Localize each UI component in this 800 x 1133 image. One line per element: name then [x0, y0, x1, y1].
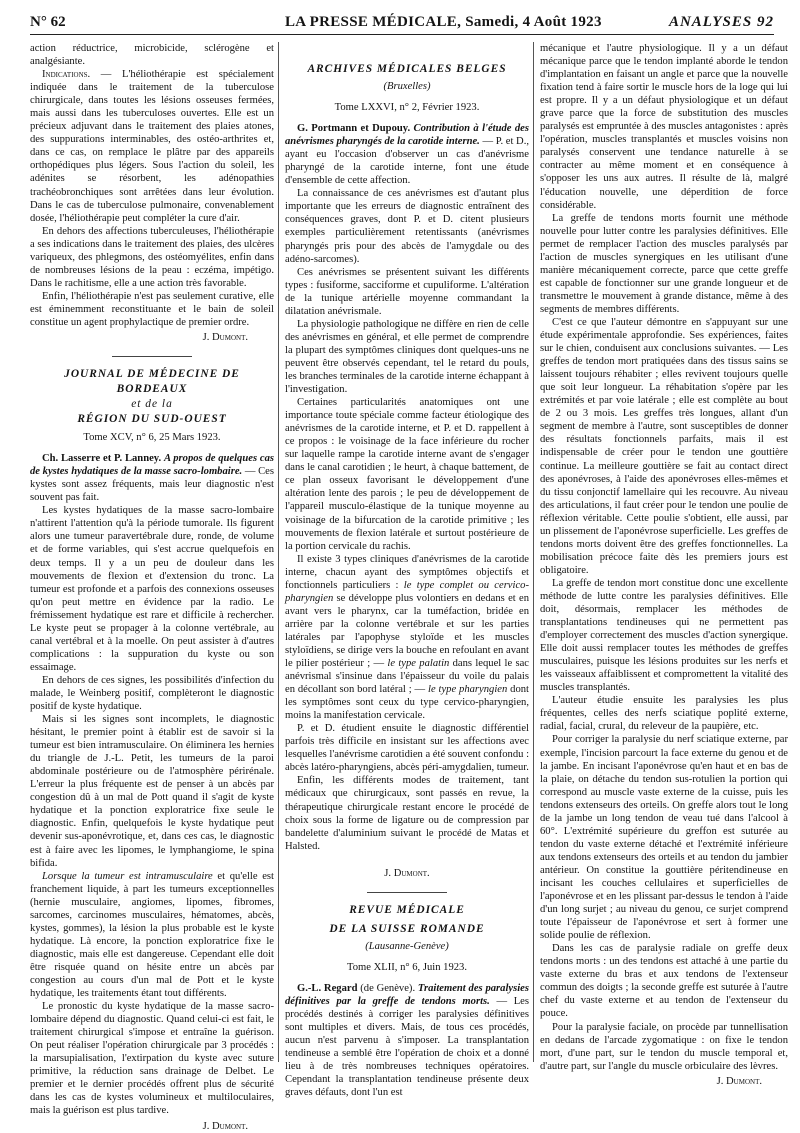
paragraph-text: — Ces kystes sont assez fréquents, mais leur diagnostic n'est souvent pas fait. [30, 466, 274, 504]
paragraph [30, 870, 274, 1000]
paragraph: Pour corriger la paralysie du nerf sciatique externe, par exemple, l'incision parcourt la face externe du genou et de la jambe. En incisant l'aponévrose qu'en haut et en bas de la plaie, on détache du tendon sus-rotulien la portion qui correspond au muscle vaste externe de la cuisse, puis les tendons extenseurs des orteils. On greffe alors tout le long de la jambe un long tendon de veau tué dans l'alcool à 60°. L'extrémité supérieure du greffon est suturée au tendon du vaste externe détaché et l'extrémité inférieure aux tendons extenseurs des orteils et au tendon du jambier antérieur. On constitue la gouttière péritendineuse en incisant les couches cellulaires et superficielles de l'aponévrose et en les plissant par-dessus le tendon à l'aide d'un long surjet ; au niveau du genou, ce surjet comprend toute l'épaisseur de l'aponévrose et sert à former une solide poulie de réflexion. [540, 734, 788, 942]
paragraph: Les kystes hydatiques de la masse sacro-lombaire n'attirent l'attention qu'à la période tumorale. Ils figurent alors une tumeur paravertébrale dure, ronde, de volume et de forme variables, qui s'est accrue quelquefois en deux temps. Il y a un peu de douleur dans les mouvements de flexion et d'extension du tronc. La tumeur est profonde et a parfois des connexions osseuses qu'on peut mettre en évidence par la radio. Le frémissement hydatique est rare et difficile à rechercher. Le kyste peut se propager à la colonne vertébrale, au canal vertébral et à la moelle. On peut assister à d'autres complications : la suppuration du kyste ou son essaimage. [30, 505, 274, 673]
column-divider [533, 42, 534, 1062]
paragraph: La greffe de tendon mort constitue donc une excellente méthode de lutte contre les paralysies définitives. Elle doit, désormais, remplacer les méthodes de transplantations tendineuses qui ne permettent pas d'employer correctement des muscles d'action synergique. Elle doit aussi remplacer toutes les méthodes de greffes musculaires, puisque les lésions produites sur les nerfs et les vaisseaux affaiblissent et compromettent la vitalité des muscles transplantés. [540, 577, 788, 694]
signature: J. Dumont. [384, 867, 430, 879]
journal-city: (Lausanne-Genève) [365, 940, 449, 952]
column-left [30, 42, 274, 1132]
header-rule [30, 34, 774, 35]
article-authors: G.-L. Regard [297, 982, 358, 994]
paragraph [285, 982, 529, 1099]
paragraph: Pour la paralysie faciale, on procède par tunnellisation en dedans de l'arcade zygomatique : on fixe le tendon mort, d'une part, sur le tendon du muscle temporal et, d'autre part, sur l'angle du muscle orbiculaire des lèvres. [540, 1021, 788, 1072]
issue-info: Tome XLII, n° 6, Juin 1923. [346, 961, 467, 973]
signature: J. Dumont. [202, 332, 248, 344]
running-header [30, 10, 774, 36]
paragraph: Le pronostic du kyste hydatique de la masse sacro-lombaire dépend du diagnostic. Quand celui-ci est fait, le traitement chirurgical s'impose et entraîne la guérison. On peut réaliser l'opération chirurgicale par 3 procédés : la marsupialisation, l'extirpation du kyste avec suture primitive, la réduction sans drainage de Delbet. Le premier et le dernier procédés offrent plus de sécurité dans les cas de kystes volumineux et multiloculaires, mais la guérison est plus tardive. [30, 1001, 274, 1117]
paragraph: Certaines particularités anatomiques ont une importance toute spéciale comme facteur étiologique des anévrismes de la carotide interne, et P. et D. rappellent à ce propos : le voisinage de la face inférieure du rocher sur laquelle rampe la carotide interne avant de s'engager dans le canal carotidien ; le heurt, à chaque battement, de ce plan osseux favorisant le développement d'une altération lente des parois ; le peu de développement de l'appareil musculo-élastique de la tunique moyenne au voisinage de la bifurcation de la carotide primitive ; les mouvements de flexion latérale et surtout postérieure de la portion cervicale du rachis. [285, 397, 529, 552]
journal-section-title: DE LA SUISSE ROMANDE [329, 922, 485, 935]
paragraph: Mais si les signes sont incomplets, le diagnostic hésitant, le premier point à établir est de savoir si la tumeur est bien intramusculaire. On éliminera les hernies du triangle de J.-L. Petit, les tumeurs de la paroi abdominale postérieure ou de l'atmosphère périrénale. L'erreur la plus fréquente est de penser à un abcès par congestion dû à un mal de Pott quand il s'agit de kyste hydatique et la ponction exploratrice fixe seule le diagnostic. Enfin, quelquefois le kyste hydatique peut devenir sus-aponévrotique, et, dans ces cas, le diagnostic est à faire avec les lipomes, le lymphangiome, le spina bifida. [30, 714, 274, 869]
emphasis-text: Lorsque la tumeur est intramusculaire [42, 870, 213, 882]
paragraph [30, 68, 274, 225]
paragraph [30, 452, 274, 504]
emphasis-text: le type pharyngien [428, 684, 508, 696]
separator-rule [112, 356, 192, 357]
paragraph [285, 553, 529, 723]
journal-section-title: JOURNAL DE MÉDECINE DE BORDEAUX [64, 368, 240, 396]
article-authors: Ch. Lasserre et P. Lanney. [42, 453, 162, 465]
paragraph: L'auteur étudie ensuite les paralysies les plus fréquentes, celles des nerfs sciatique poplité externe, radial, facial, crural, du releveur de la paupière, etc. [540, 695, 788, 733]
paragraph: action réductrice, microbicide, sclérogène et analgésiante. [30, 43, 274, 68]
paragraph: La connaissance de ces anévrismes est d'autant plus importante que les erreurs de diagnostic entraînent des conséquences graves, dont P. et D. citent plusieurs exemples particulièrement retentissants (anévrismes pharyngés pris pour des abcès de l'amygdale ou des adéno-sarcomes). [285, 188, 529, 265]
journal-section-title: ARCHIVES MÉDICALES BELGES [307, 63, 507, 75]
paragraph-text: — Les procédés destinés à corriger les paralysies définitives sont multiples et divers. Mais, de tous ces procédés, aucun n'est parvenu à s'imposer. La transplantation tendineuse a semblé être l'opération de choix et a donné lieu à de très nombreuses techniques opératoires. Cependant la transplantation tendineuse présente deux graves défauts, dont l'un est [285, 995, 529, 1099]
paragraph: mécanique et l'autre physiologique. Il y a un défaut mécanique parce que le tendon implanté aborde le tendon d'implantation en faisant un angle et parce que la nouvelle fixation tend à faire sortir le muscle hors de la loge qui lui est propre. Il y a un défaut physiologique et un défaut grave parce que la force de substitution des muscles paralysés est empruntée à des muscles antagonistes : après l'opération, muscles transplantés et muscles voisins non paralysés conservent une tendance naturelle à se contracter au même moment et en conséquence à s'opposer les uns aux autres. Il résulte de là, malgré l'éducation nouvelle, une déperdition de force considérable. [540, 43, 788, 211]
paragraph: La greffe de tendons morts fournit une méthode nouvelle pour lutter contre les paralysies définitives. Elle permet de remplacer l'action des muscles paralysés par l'action de muscles synergiques en les utilisant d'une manière mécaniquement correcte, parce que cette greffe est capable de fonctionner sur une grande longueur et de transmettre le mouvement à grande distance, même à des segments de membres différents. [540, 212, 788, 315]
issue-info: Tome LXXVI, n° 2, Février 1923. [334, 102, 480, 114]
paragraph: P. et D. étudient ensuite le diagnostic différentiel parfois très difficile en insistant sur les affections avec lesquelles l'anévrisme carotidien a été souvent confondu : abcès latéro-pharyngiens, abcès péri-amygdalien, tumeur. [285, 723, 530, 774]
paragraph-text: — L'héliothérapie est spécialement indiquée dans le traitement de la tuberculose chirurgicale, dans toutes les lésions osseuses fermées, mais aussi dans les tuberculoses ouvertes. Elle est un précieux adjuvant dans le traitement des plaies atones, des suppurations interminables, des ostéo-arthrites et, dans ce cas, on remplace le plâtre par des appareils orthopédiques plus légers. Sous l'action du soleil, les adénites se résorbent, les adénopathies trachéobronchiques sont arrêtées dans leur évolution. Dans le cas de tuberculose pulmonaire, convenablement dosée, l'héliothérapie peut compléter la cure d'air. [30, 69, 274, 224]
paragraph: En dehors de ces signes, les possibilités d'infection du malade, le Weinberg positif, complèteront le diagnostic positif de kyste hydatique. [30, 674, 274, 713]
paragraph-text: Il existe 3 types cliniques d'anévrismes de la carotide interne, chacun ayant des symptômes objectifs et fonctionnels particuliers : [285, 553, 529, 591]
article-title: Contribution à l'étude des anévrismes pharyngés de la carotide interne. [285, 123, 529, 148]
article-title: Traitement des paralysies définitives par la greffe de tendons morts. [285, 982, 529, 1007]
section-label: ANALYSES 92 [668, 14, 774, 30]
paragraph-text: — P. et D., ayant eu l'occasion d'observer un cas d'anévrisme pharyngé de la carotide interne, font une étude d'ensemble de cette affection. [285, 136, 529, 187]
article-title: A propos de quelques cas de kystes hydatiques de la masse sacro-lombaire. [30, 453, 274, 478]
paragraph: Enfin, l'héliothérapie n'est pas seulement curative, elle est éminemment reconstituante et le bain de soleil constitue un agent prophylactique de premier ordre. [30, 290, 274, 328]
paragraph-text: dont les symptômes sont ceux du type cervico-pharyngien, moins la manifestation cervicale. [285, 684, 529, 722]
paragraph: Dans les cas de paralysie radiale on greffe deux tendons morts : un des tendons est attaché à une partie du vaste externe du bras et aux tendons de l'extenseur commun des doigts ; la seconde greffe est suturée à l'autre chef du vaste externe et au tendon de l'extenseur du pouce. [540, 943, 788, 1020]
paragraph: Ces anévrismes se présentent suivant les différents types : fusiforme, sacciforme et cupuliforme. L'altération de la tunique artérielle moyenne commandant la dilatation anévrismale. [285, 266, 529, 317]
paragraph [285, 122, 529, 187]
column-divider [278, 42, 279, 1062]
column-right [540, 42, 788, 1087]
signature: J. Dumont. [716, 1075, 762, 1087]
emphasis-text: le type complet ou cervico-pharyngien [285, 579, 529, 604]
issue-info: Tome XCV, n° 6, 25 Mars 1923. [83, 432, 221, 444]
column-middle [285, 42, 530, 1099]
paragraph: C'est ce que l'auteur démontre en s'appuyant sur une étude expérimentale approfondie. Ses expériences, faites sur le chien, conduisent aux conclusions suivantes. — Les greffes de tendon mort pratiquées dans des tissus sains se laissent toujours réhabiter ; elles revivent toujours quelle que soit leur longueur. La réhabitation s'opère par les extrémités et par voie latérale ; elle est complète au bout de 2 ou 3 mois. Les greffes très longues, allant d'un segment de membre à l'autre, sont susceptibles de donner des résultats fonctionnels parfaits, mais il est indispensable de créer pour le tendon une gouttière continue. La meilleure gouttière se fait au contact direct des aponévroses, à l'aide des aponévroses elles-mêmes et du tissu conjonctif lamellaire qui les recouvre. Au niveau des articulations, il faut créer pour le tendon une poulie de réflexion véritable. Cette poulie s'obtient, elle aussi, par un plissement de l'aponévrose superficielle. Les greffes de tendons morts doivent être des greffes fonctionnelles. La mobilisation précoce faite dès les premiers jours est obligatoire. [540, 316, 788, 576]
journal-city: (Bruxelles) [383, 81, 431, 92]
journal-section-title: RÉGION DU SUD-OUEST [77, 413, 227, 426]
paragraph-text: dans lequel le sac anévrismal s'insinue dans l'épaisseur du voile du palais en décollant son bord latéral ; — [285, 658, 530, 696]
paragraph-text: se développe plus volontiers en dedans et en avant vers le pharynx, car la tuméfaction, bridée en arrière par la colonne vertébrale et sur les parties latérales par l'apophyse styloïde et les muscles styloïdiens, se dirige vers la bouche en refoulant en avant le pilier postérieur ; — [285, 592, 529, 670]
paragraph: Enfin, les différents modes de traitement, tant médicaux que chirurgicaux, sont passés en revue, la thérapeutique chirurgicale restant encore le procédé de choix sous la forme de ligature ou de compression par bandelette d'aluminium suivant le procédé de Matas et Halsted. [285, 775, 529, 852]
page-number: N° 62 [30, 14, 66, 30]
article-authors: G. Portmann et Dupouy. [297, 123, 411, 135]
paragraph-text: et qu'elle est franchement liquide, à part les tumeurs exceptionnelles (hernie musculaire, angiomes, lipomes, fibromes, sarcomes, carcinomes musculaires, hématomes, abcès, kystes, gommes), la lésion la plus probable est le kyste hydatique. Là encore, la ponction exploratrice fixe le diagnostic, mais elle est dangereuse. Cependant elle doit être risquée quand on hésite entre un abcès par congestion au cours d'un mal de Pott et le kyste hydatique, les traitements étant tout différents. [30, 870, 274, 1000]
journal-section-title: et de la [131, 398, 173, 411]
signature: J. Dumont. [202, 1120, 248, 1132]
journal-header-title: LA PRESSE MÉDICALE, Samedi, 4 Août 1923 [285, 14, 602, 30]
paragraph: En dehors des affections tuberculeuses, l'héliothérapie a ses indications dans le traitement des plaies, des ulcères variqueux, des phlegmons, des ostéomyélites, enfin dans de nombreuses lésions de la peau : eczéma, impétigo. Dans le rachitisme, elle a une action très favorable. [30, 225, 274, 289]
separator-rule [367, 892, 447, 893]
emphasis-text: le type palatin [387, 658, 450, 670]
subheading: Indications. [42, 69, 91, 81]
journal-section-title: REVUE MÉDICALE [349, 903, 465, 916]
paragraph: La physiologie pathologique ne diffère en rien de celle des anévrismes en général, et elle permet de comprendre la plupart des symptômes cliniques dont quelques-uns ne peuvent être observés cependant, tel le retard du pouls, les branches terminales de la carotide interne échappant à l'investigation. [285, 318, 529, 396]
author-affiliation: (de Genève). [357, 982, 416, 994]
